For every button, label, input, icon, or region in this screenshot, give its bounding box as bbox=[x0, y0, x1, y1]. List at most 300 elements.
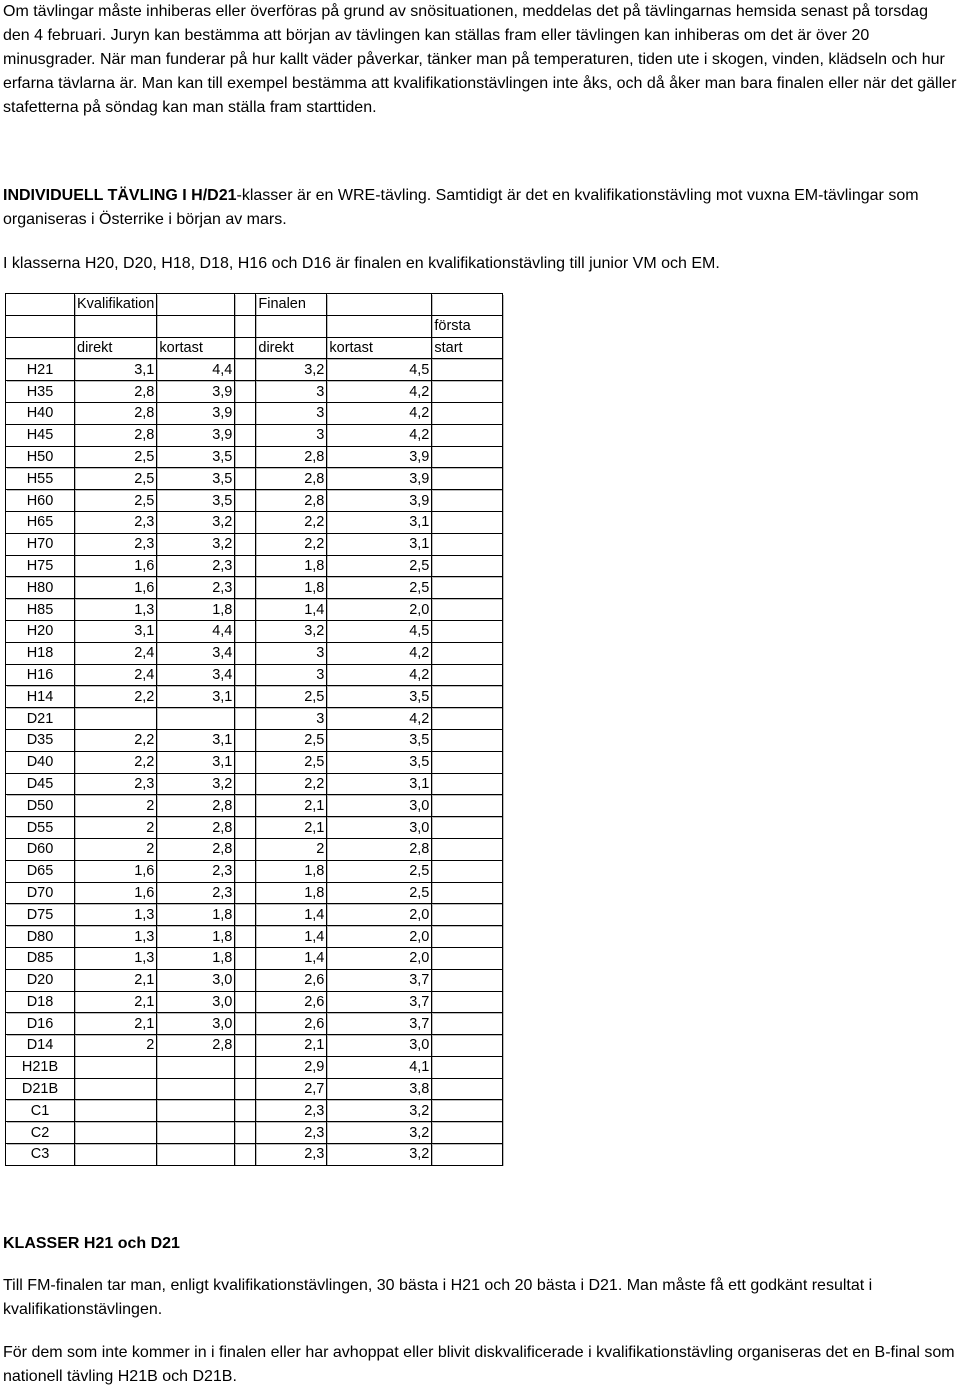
value-cell: 2,5 bbox=[75, 490, 157, 512]
table-header-cell: direkt bbox=[75, 337, 157, 359]
value-cell bbox=[432, 1035, 503, 1057]
value-cell: 2,4 bbox=[75, 664, 157, 686]
value-cell: 3,4 bbox=[157, 664, 235, 686]
klasser-heading: KLASSER H21 och D21 bbox=[3, 1235, 180, 1252]
value-cell bbox=[432, 359, 503, 381]
class-cell: D45 bbox=[6, 773, 75, 795]
value-cell: 3,0 bbox=[327, 1035, 432, 1057]
table-row bbox=[6, 926, 503, 948]
class-cell: H75 bbox=[6, 555, 75, 577]
value-cell: 2,8 bbox=[256, 468, 327, 490]
value-cell: 1,4 bbox=[256, 947, 327, 969]
table-row bbox=[6, 686, 503, 708]
value-cell: 3 bbox=[256, 708, 327, 730]
value-cell bbox=[235, 424, 256, 446]
value-cell: 3,0 bbox=[327, 817, 432, 839]
value-cell: 1,4 bbox=[256, 599, 327, 621]
value-cell: 2,3 bbox=[256, 1122, 327, 1144]
value-cell: 1,8 bbox=[256, 860, 327, 882]
value-cell: 1,3 bbox=[75, 599, 157, 621]
table-row bbox=[6, 533, 503, 555]
value-cell: 2,3 bbox=[75, 511, 157, 533]
table-header-cell bbox=[157, 294, 235, 316]
value-cell bbox=[432, 991, 503, 1013]
value-cell bbox=[235, 1100, 256, 1122]
klasser-paragraph-1: Till FM-finalen tar man, enligt kvalifikationstävlingen, 30 bästa i H21 och 20 bästa i D21. Man måste få ett godkänt resultat i kvalifikationstävlingen. bbox=[3, 1277, 873, 1318]
value-cell bbox=[235, 381, 256, 403]
class-cell: H65 bbox=[6, 511, 75, 533]
value-cell: 2,5 bbox=[75, 446, 157, 468]
table-row bbox=[6, 729, 503, 751]
value-cell bbox=[432, 533, 503, 555]
table-row bbox=[6, 555, 503, 577]
value-cell: 1,8 bbox=[256, 882, 327, 904]
value-cell bbox=[235, 1013, 256, 1035]
value-cell bbox=[235, 664, 256, 686]
value-cell: 2,3 bbox=[256, 1100, 327, 1122]
class-cell: H21B bbox=[6, 1056, 75, 1078]
value-cell bbox=[235, 729, 256, 751]
class-cell: D35 bbox=[6, 729, 75, 751]
value-cell: 1,4 bbox=[256, 904, 327, 926]
value-cell: 2,8 bbox=[157, 817, 235, 839]
value-cell: 3,2 bbox=[327, 1100, 432, 1122]
value-cell bbox=[75, 1056, 157, 1078]
value-cell: 2,8 bbox=[157, 838, 235, 860]
value-cell: 2,4 bbox=[75, 642, 157, 664]
value-cell: 1,8 bbox=[157, 904, 235, 926]
table-row bbox=[6, 708, 503, 730]
value-cell bbox=[432, 773, 503, 795]
class-cell: H80 bbox=[6, 577, 75, 599]
table-row bbox=[6, 577, 503, 599]
value-cell: 2,6 bbox=[256, 1013, 327, 1035]
table-row bbox=[6, 751, 503, 773]
value-cell: 2,6 bbox=[256, 969, 327, 991]
table-row bbox=[6, 599, 503, 621]
value-cell bbox=[432, 882, 503, 904]
value-cell bbox=[157, 1122, 235, 1144]
value-cell bbox=[157, 1100, 235, 1122]
value-cell: 3,1 bbox=[327, 773, 432, 795]
value-cell bbox=[432, 490, 503, 512]
class-cell: H45 bbox=[6, 424, 75, 446]
class-cell: D75 bbox=[6, 904, 75, 926]
value-cell: 3,0 bbox=[157, 969, 235, 991]
table-row bbox=[6, 1144, 503, 1166]
table-row bbox=[6, 620, 503, 642]
value-cell bbox=[157, 1144, 235, 1166]
value-cell bbox=[432, 708, 503, 730]
class-cell: H60 bbox=[6, 490, 75, 512]
value-cell: 2,5 bbox=[327, 577, 432, 599]
value-cell: 2,1 bbox=[75, 969, 157, 991]
value-cell: 2,8 bbox=[256, 446, 327, 468]
value-cell: 3,9 bbox=[327, 490, 432, 512]
value-cell: 4,4 bbox=[157, 359, 235, 381]
value-cell: 4,1 bbox=[327, 1056, 432, 1078]
value-cell: 2,8 bbox=[256, 490, 327, 512]
value-cell: 3,9 bbox=[157, 381, 235, 403]
value-cell bbox=[432, 838, 503, 860]
value-cell: 3,9 bbox=[157, 402, 235, 424]
value-cell: 2,0 bbox=[327, 599, 432, 621]
individual-paragraph bbox=[3, 184, 957, 232]
table-row bbox=[6, 490, 503, 512]
value-cell: 3,7 bbox=[327, 969, 432, 991]
table-row bbox=[6, 882, 503, 904]
value-cell: 2,1 bbox=[256, 1035, 327, 1057]
value-cell: 3,5 bbox=[327, 686, 432, 708]
value-cell: 2,3 bbox=[157, 882, 235, 904]
class-cell: D50 bbox=[6, 795, 75, 817]
table-row bbox=[6, 969, 503, 991]
value-cell: 3 bbox=[256, 642, 327, 664]
value-cell: 3,5 bbox=[157, 446, 235, 468]
value-cell bbox=[432, 468, 503, 490]
value-cell bbox=[432, 926, 503, 948]
value-cell bbox=[432, 969, 503, 991]
table-header-cell: kortast bbox=[157, 337, 235, 359]
value-cell: 4,2 bbox=[327, 642, 432, 664]
table-header-cell bbox=[6, 315, 75, 337]
table-header-cell bbox=[6, 294, 75, 316]
class-cell: D65 bbox=[6, 860, 75, 882]
table-row bbox=[6, 381, 503, 403]
value-cell: 3,7 bbox=[327, 991, 432, 1013]
table-header-cell bbox=[235, 315, 256, 337]
table-row bbox=[6, 860, 503, 882]
class-cell: H85 bbox=[6, 599, 75, 621]
table-row bbox=[6, 446, 503, 468]
value-cell bbox=[235, 817, 256, 839]
class-cell: D70 bbox=[6, 882, 75, 904]
table-row bbox=[6, 1100, 503, 1122]
value-cell bbox=[235, 1078, 256, 1100]
value-cell bbox=[75, 1100, 157, 1122]
value-cell: 3,7 bbox=[327, 1013, 432, 1035]
value-cell: 3,9 bbox=[327, 468, 432, 490]
value-cell: 2,5 bbox=[327, 555, 432, 577]
value-cell: 1,8 bbox=[256, 555, 327, 577]
table-header-cell: Finalen bbox=[256, 294, 327, 316]
value-cell: 3,4 bbox=[157, 642, 235, 664]
value-cell bbox=[235, 468, 256, 490]
value-cell: 1,3 bbox=[75, 904, 157, 926]
value-cell: 3,5 bbox=[157, 490, 235, 512]
value-cell: 2,5 bbox=[256, 751, 327, 773]
value-cell: 2 bbox=[75, 838, 157, 860]
value-cell bbox=[235, 599, 256, 621]
value-cell bbox=[235, 1122, 256, 1144]
table-row bbox=[6, 1122, 503, 1144]
value-cell: 3,8 bbox=[327, 1078, 432, 1100]
value-cell: 3,2 bbox=[256, 620, 327, 642]
value-cell bbox=[75, 1144, 157, 1166]
value-cell: 3,1 bbox=[157, 686, 235, 708]
value-cell: 2,2 bbox=[75, 686, 157, 708]
value-cell: 4,2 bbox=[327, 424, 432, 446]
table-row bbox=[6, 468, 503, 490]
junior-paragraph: I klasserna H20, D20, H18, D18, H16 och D16 är finalen en kvalifikationstävling till junior VM och EM. bbox=[3, 255, 720, 272]
value-cell bbox=[75, 708, 157, 730]
table-row bbox=[6, 947, 503, 969]
value-cell: 1,8 bbox=[256, 577, 327, 599]
value-cell bbox=[235, 1056, 256, 1078]
table-row bbox=[6, 817, 503, 839]
value-cell bbox=[157, 1078, 235, 1100]
table-row bbox=[6, 664, 503, 686]
table-header-cell: kortast bbox=[327, 337, 432, 359]
value-cell: 2 bbox=[75, 795, 157, 817]
value-cell bbox=[432, 446, 503, 468]
value-cell bbox=[432, 664, 503, 686]
value-cell: 3,0 bbox=[157, 1013, 235, 1035]
value-cell bbox=[235, 838, 256, 860]
table-row bbox=[6, 402, 503, 424]
table-row bbox=[6, 1013, 503, 1035]
table-row bbox=[6, 424, 503, 446]
table-header-cell: första bbox=[432, 315, 503, 337]
table-header-row bbox=[6, 337, 503, 359]
value-cell: 3,2 bbox=[327, 1122, 432, 1144]
value-cell: 2,3 bbox=[75, 533, 157, 555]
class-cell: C1 bbox=[6, 1100, 75, 1122]
value-cell: 2,0 bbox=[327, 926, 432, 948]
value-cell: 3,1 bbox=[327, 511, 432, 533]
value-cell bbox=[235, 555, 256, 577]
value-cell bbox=[157, 1056, 235, 1078]
value-cell: 2 bbox=[256, 838, 327, 860]
class-cell: D20 bbox=[6, 969, 75, 991]
value-cell: 2,8 bbox=[75, 402, 157, 424]
table-header-cell: Kvalifikation bbox=[75, 294, 157, 316]
value-cell bbox=[235, 490, 256, 512]
value-cell: 2,3 bbox=[157, 555, 235, 577]
class-cell: D14 bbox=[6, 1035, 75, 1057]
class-cell: D55 bbox=[6, 817, 75, 839]
table-row bbox=[6, 511, 503, 533]
value-cell bbox=[235, 708, 256, 730]
value-cell: 3,0 bbox=[327, 795, 432, 817]
value-cell bbox=[432, 1056, 503, 1078]
value-cell bbox=[432, 795, 503, 817]
class-cell: H14 bbox=[6, 686, 75, 708]
table-header-cell bbox=[6, 337, 75, 359]
value-cell: 1,8 bbox=[157, 947, 235, 969]
table-row bbox=[6, 359, 503, 381]
value-cell bbox=[432, 751, 503, 773]
klasser-paragraph-2: För dem som inte kommer in i finalen eller har avhoppat eller blivit diskvalificerade i kvalifikationstävling organiseras det en B-final som nationell tävling H21B och D21B. bbox=[3, 1344, 955, 1385]
value-cell bbox=[235, 1144, 256, 1166]
value-cell bbox=[432, 1144, 503, 1166]
value-cell bbox=[432, 424, 503, 446]
table-row bbox=[6, 1078, 503, 1100]
table-row bbox=[6, 1056, 503, 1078]
value-cell bbox=[432, 904, 503, 926]
value-cell: 2,8 bbox=[327, 838, 432, 860]
value-cell: 3,1 bbox=[157, 751, 235, 773]
value-cell: 3,5 bbox=[327, 751, 432, 773]
value-cell bbox=[432, 686, 503, 708]
value-cell bbox=[235, 686, 256, 708]
table-header-cell bbox=[157, 315, 235, 337]
value-cell bbox=[235, 860, 256, 882]
value-cell bbox=[235, 511, 256, 533]
value-cell: 3,1 bbox=[75, 359, 157, 381]
value-cell bbox=[432, 642, 503, 664]
value-cell: 4,2 bbox=[327, 708, 432, 730]
value-cell: 2,9 bbox=[256, 1056, 327, 1078]
value-cell: 3,1 bbox=[327, 533, 432, 555]
value-cell: 1,6 bbox=[75, 555, 157, 577]
value-cell: 2,3 bbox=[157, 577, 235, 599]
value-cell bbox=[235, 577, 256, 599]
value-cell bbox=[235, 947, 256, 969]
value-cell: 2 bbox=[75, 1035, 157, 1057]
value-cell bbox=[235, 620, 256, 642]
table-row bbox=[6, 838, 503, 860]
class-cell: D18 bbox=[6, 991, 75, 1013]
class-cell: H35 bbox=[6, 381, 75, 403]
table-row bbox=[6, 1035, 503, 1057]
value-cell: 2,1 bbox=[75, 1013, 157, 1035]
value-cell: 2,2 bbox=[256, 533, 327, 555]
table-row bbox=[6, 904, 503, 926]
value-cell: 1,6 bbox=[75, 882, 157, 904]
value-cell: 2,5 bbox=[256, 686, 327, 708]
value-cell: 3,5 bbox=[157, 468, 235, 490]
value-cell bbox=[235, 446, 256, 468]
class-cell: D40 bbox=[6, 751, 75, 773]
value-cell bbox=[432, 511, 503, 533]
class-cell: H16 bbox=[6, 664, 75, 686]
value-cell: 2,3 bbox=[75, 773, 157, 795]
value-cell bbox=[432, 1013, 503, 1035]
value-cell bbox=[432, 860, 503, 882]
value-cell bbox=[432, 402, 503, 424]
value-cell bbox=[235, 991, 256, 1013]
value-cell bbox=[235, 882, 256, 904]
value-cell bbox=[235, 402, 256, 424]
class-cell: H70 bbox=[6, 533, 75, 555]
value-cell: 1,4 bbox=[256, 926, 327, 948]
value-cell: 4,5 bbox=[327, 359, 432, 381]
table-header-cell bbox=[256, 315, 327, 337]
class-cell: C2 bbox=[6, 1122, 75, 1144]
value-cell: 2,0 bbox=[327, 904, 432, 926]
value-cell bbox=[432, 555, 503, 577]
class-cell: D60 bbox=[6, 838, 75, 860]
value-cell bbox=[235, 359, 256, 381]
value-cell: 2,2 bbox=[256, 511, 327, 533]
value-cell bbox=[432, 577, 503, 599]
value-cell: 3,1 bbox=[157, 729, 235, 751]
table-header-cell bbox=[432, 294, 503, 316]
value-cell bbox=[432, 947, 503, 969]
value-cell bbox=[157, 708, 235, 730]
table-header-cell bbox=[327, 315, 432, 337]
individual-heading: INDIVIDUELL TÄVLING I H/D21 bbox=[3, 187, 237, 204]
value-cell: 2,5 bbox=[256, 729, 327, 751]
class-cell: D85 bbox=[6, 947, 75, 969]
value-cell: 2,8 bbox=[157, 1035, 235, 1057]
value-cell: 2,3 bbox=[157, 860, 235, 882]
value-cell: 2,8 bbox=[157, 795, 235, 817]
value-cell: 2,2 bbox=[256, 773, 327, 795]
value-cell: 2,1 bbox=[256, 795, 327, 817]
value-cell: 4,2 bbox=[327, 402, 432, 424]
value-cell: 4,4 bbox=[157, 620, 235, 642]
class-cell: H50 bbox=[6, 446, 75, 468]
value-cell: 2 bbox=[75, 817, 157, 839]
value-cell: 1,8 bbox=[157, 599, 235, 621]
class-cell: D16 bbox=[6, 1013, 75, 1035]
class-cell: H20 bbox=[6, 620, 75, 642]
table-row bbox=[6, 642, 503, 664]
value-cell bbox=[75, 1122, 157, 1144]
value-cell bbox=[432, 1078, 503, 1100]
table-header-cell bbox=[327, 294, 432, 316]
class-cell: H21 bbox=[6, 359, 75, 381]
value-cell: 1,6 bbox=[75, 860, 157, 882]
table-header-cell: direkt bbox=[256, 337, 327, 359]
value-cell: 2,5 bbox=[327, 860, 432, 882]
value-cell bbox=[432, 1100, 503, 1122]
value-cell: 2,6 bbox=[256, 991, 327, 1013]
value-cell: 4,2 bbox=[327, 381, 432, 403]
value-cell: 2,2 bbox=[75, 729, 157, 751]
value-cell bbox=[432, 620, 503, 642]
value-cell bbox=[235, 773, 256, 795]
value-cell: 2,7 bbox=[256, 1078, 327, 1100]
value-cell bbox=[235, 926, 256, 948]
class-cell: H40 bbox=[6, 402, 75, 424]
table-header-row bbox=[6, 315, 503, 337]
table-row bbox=[6, 991, 503, 1013]
value-cell: 1,3 bbox=[75, 926, 157, 948]
value-cell: 3 bbox=[256, 381, 327, 403]
value-cell: 3,2 bbox=[157, 773, 235, 795]
value-cell: 4,2 bbox=[327, 664, 432, 686]
class-cell: D21 bbox=[6, 708, 75, 730]
value-cell bbox=[235, 642, 256, 664]
value-cell: 3,2 bbox=[327, 1144, 432, 1166]
value-cell: 2,1 bbox=[75, 991, 157, 1013]
value-cell: 1,6 bbox=[75, 577, 157, 599]
value-cell: 2,3 bbox=[256, 1144, 327, 1166]
value-cell bbox=[432, 381, 503, 403]
value-cell bbox=[235, 1035, 256, 1057]
value-cell: 2,0 bbox=[327, 947, 432, 969]
table-header-cell bbox=[75, 315, 157, 337]
value-cell: 3,2 bbox=[157, 511, 235, 533]
class-cell: C3 bbox=[6, 1144, 75, 1166]
value-cell: 3,9 bbox=[327, 446, 432, 468]
value-cell: 2,8 bbox=[75, 424, 157, 446]
value-cell bbox=[432, 817, 503, 839]
table-row bbox=[6, 795, 503, 817]
value-cell bbox=[235, 969, 256, 991]
class-cell: H18 bbox=[6, 642, 75, 664]
value-cell: 3,2 bbox=[256, 359, 327, 381]
table-row bbox=[6, 773, 503, 795]
value-cell bbox=[75, 1078, 157, 1100]
value-cell: 3,9 bbox=[157, 424, 235, 446]
value-cell: 3,2 bbox=[157, 533, 235, 555]
value-cell: 1,3 bbox=[75, 947, 157, 969]
value-cell bbox=[235, 795, 256, 817]
